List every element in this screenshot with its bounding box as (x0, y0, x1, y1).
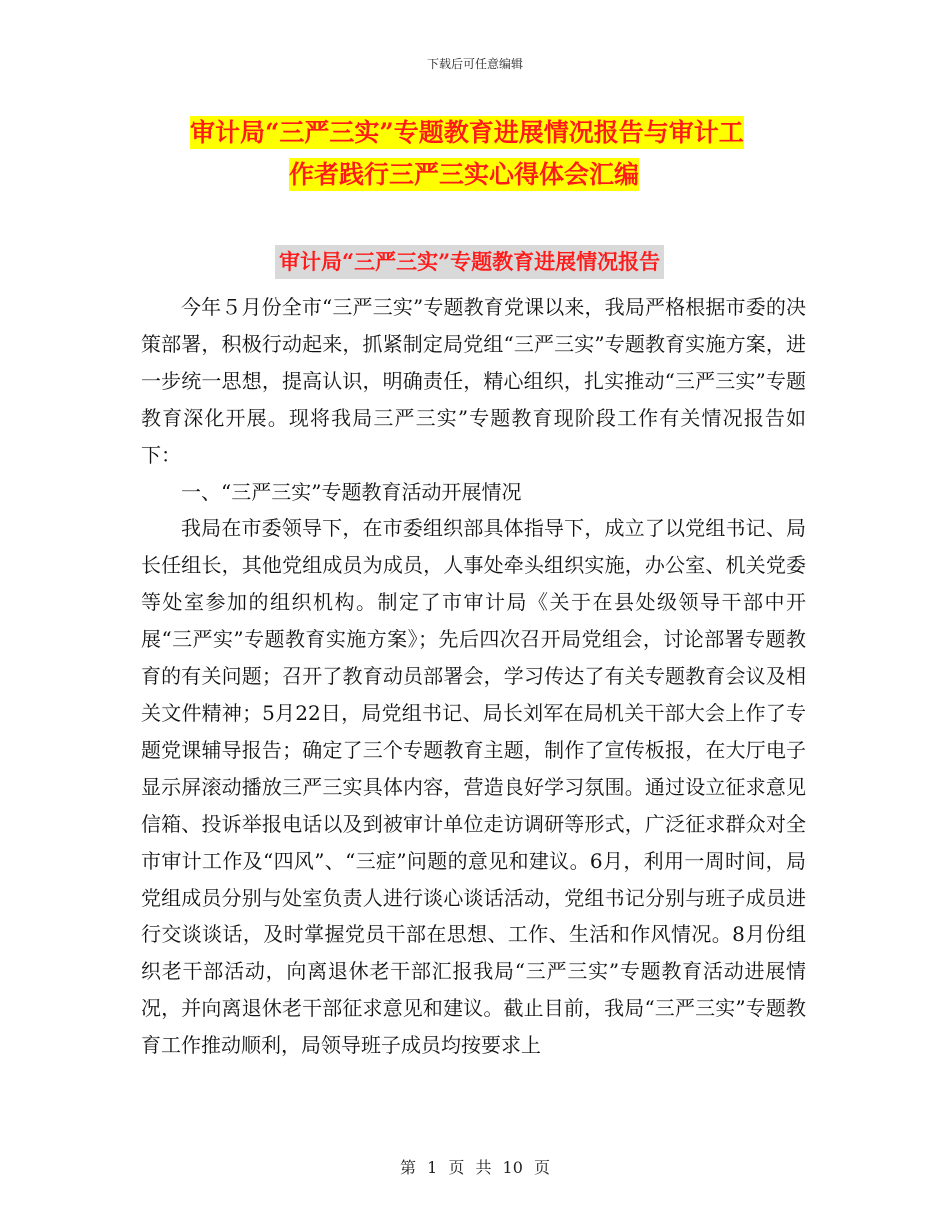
document-title-text-1: 审计局“三严三实”专题教育进展情况报告与审计工 (190, 118, 744, 147)
paragraph: 我局在市委领导下，在市委组织部具体指导下，成立了以党组书记、局长任组长，其他党组成员为成员，人事处牵头组织实施，办公室、机关党委等处室参加的组织机构。制定了市审计局《关于在县处级领导干部中开展“三严实”专题教育实施方案》；先后四次召开局党组会，讨论部署专题教育的有关问题；召开了教育动员部署会，学习传达了有关专题教育会议及相关文件精神；5月22日，局党组书记、局长刘军在局机关干部大会上作了专题党课辅导报告；确定了三个专题教育主题，制作了宣传板报，在大厅电子显示屏滚动播放三严三实具体内容，营造良好学习氛围。通过设立征求意见信箱、投诉举报电话以及到被审计单位走访调研等形式，广泛征求群众对全市审计工作及“四风”、“三症”问题的意见和建议。6月，利用一周时间，局党组成员分别与处室负责人进行谈心谈话活动，党组书记分别与班子成员进行交谈谈话，及时掌握党员干部在思想、工作、生活和作风情况。8月份组织老干部活动，向离退休老干部汇报我局“三严三实”专题教育活动进展情况，并向离退休老干部征求意见和建议。截止目前，我局“三严三实”专题教育工作推动顺利，局领导班子成员均按要求上 (141, 516, 806, 1058)
body-text (141, 289, 806, 1064)
document-title-line-1 (0, 113, 950, 153)
document-title-text-2: 作者践行三严三实心得体会汇编 (289, 160, 640, 189)
page-footer: 第 1 页 共 10 页 (400, 1158, 550, 1177)
header-note: 下载后可任意编辑 (426, 57, 523, 71)
paragraph-heading: 一、“三严三实”专题教育活动开展情况 (181, 479, 522, 504)
section-title: 审计局“三严三实”专题教育进展情况报告 (275, 245, 664, 279)
paragraph: 今年５月份全市“三严三实”专题教育党课以来，我局严格根据市委的决策部署，积极行动起来，抓紧制定局党组“三严三实”专题教育实施方案，进一步统一思想，提高认识，明确责任，精心组织，扎实推动“三严三实”专题教育深化开展。现将我局三严三实”专题教育现阶段工作有关情况报告如下： (141, 295, 806, 467)
document-title-line-2 (0, 155, 950, 195)
